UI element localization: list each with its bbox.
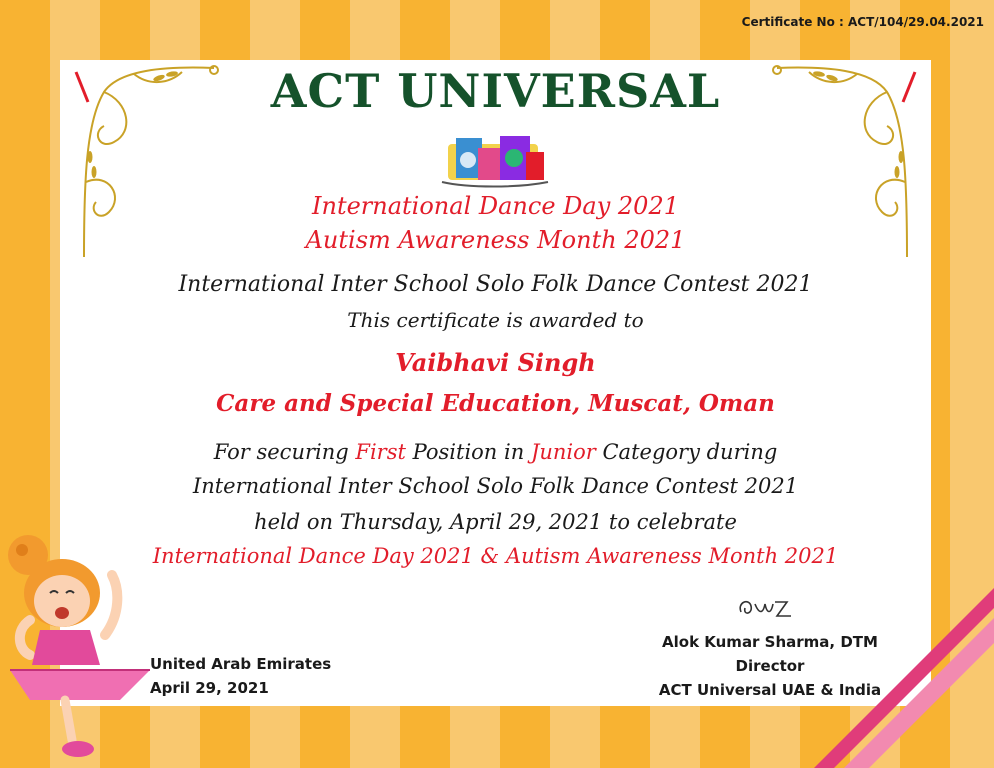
awarded-to-text: This certificate is awarded to bbox=[347, 308, 644, 332]
contest-title: International Inter School Solo Folk Dance Contest 2021 bbox=[178, 272, 813, 297]
reason-suffix: Category during bbox=[595, 440, 778, 464]
category-highlight: Junior bbox=[530, 440, 596, 464]
certificate-number: Certificate No : ACT/104/29.04.2021 bbox=[741, 15, 984, 29]
signatory-title: Director bbox=[735, 657, 805, 675]
certificate-card bbox=[60, 60, 931, 706]
award-reason-line4: International Dance Day 2021 & Autism Awareness Month 2021 bbox=[152, 544, 839, 568]
signatory-org: ACT Universal UAE & India bbox=[658, 681, 882, 699]
brand-title: ACT UNIVERSAL bbox=[270, 64, 721, 118]
signatory-name: Alok Kumar Sharma, DTM bbox=[662, 633, 878, 651]
signature-icon bbox=[735, 594, 795, 622]
event-title-line2: Autism Awareness Month 2021 bbox=[305, 226, 686, 254]
recipient-name: Vaibhavi Singh bbox=[395, 348, 596, 377]
award-reason-line2: International Inter School Solo Folk Dance Contest 2021 bbox=[192, 474, 799, 498]
recipient-school: Care and Special Education, Muscat, Oman bbox=[216, 390, 775, 417]
corner-ribbon-decoration-icon bbox=[814, 588, 994, 768]
place-country: United Arab Emirates bbox=[150, 655, 332, 673]
reason-prefix: For securing bbox=[213, 440, 356, 464]
award-reason-line1 bbox=[60, 440, 931, 464]
act-logo-icon bbox=[438, 130, 552, 190]
dancer-girl-illustration-icon bbox=[0, 535, 160, 768]
event-title-line1: International Dance Day 2021 bbox=[312, 192, 679, 220]
place-date-block bbox=[150, 652, 331, 700]
reason-mid: Position in bbox=[405, 440, 531, 464]
award-reason-line3: held on Thursday, April 29, 2021 to celebrate bbox=[254, 510, 737, 534]
issue-date: April 29, 2021 bbox=[150, 679, 269, 697]
position-highlight: First bbox=[355, 440, 406, 464]
